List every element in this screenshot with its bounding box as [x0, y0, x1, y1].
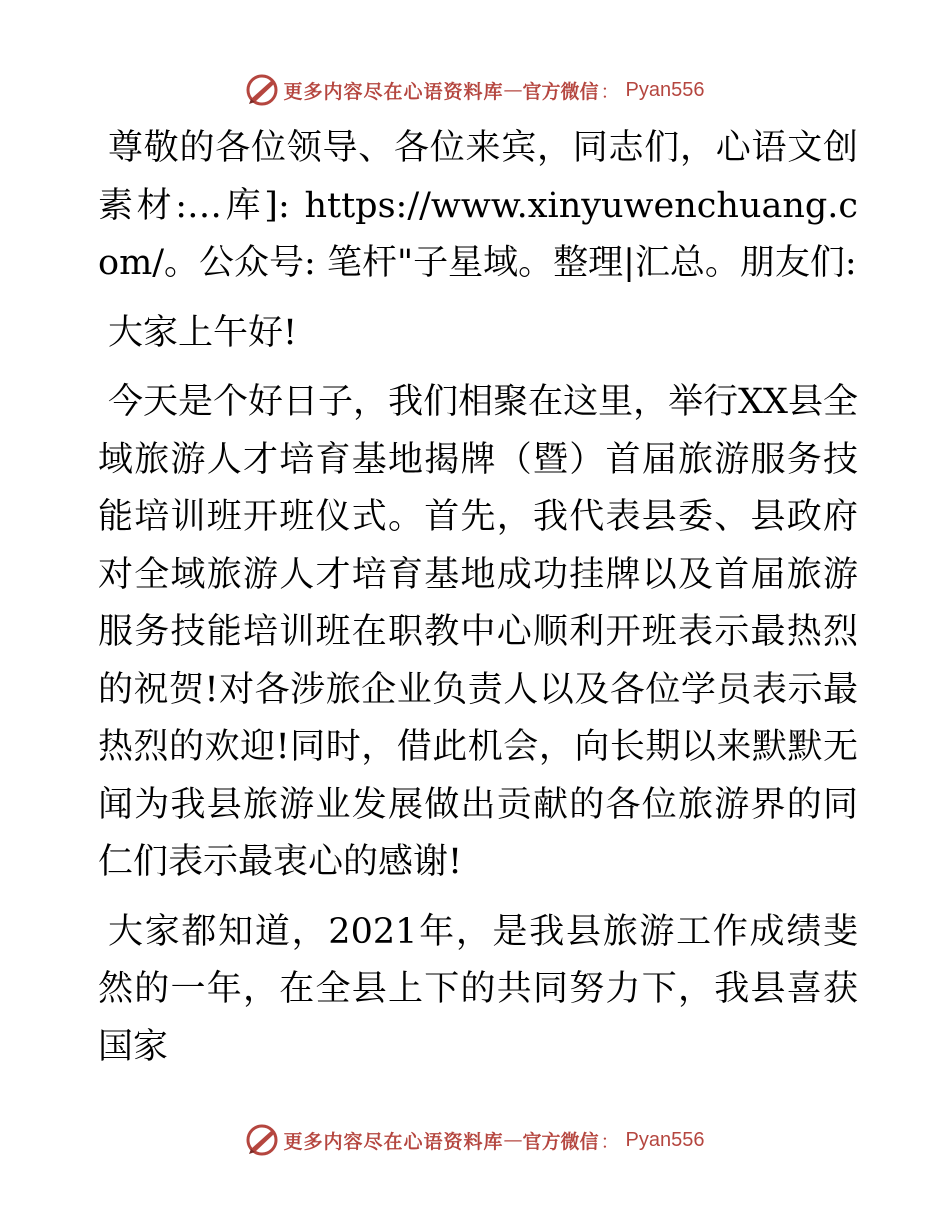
- watermark-text: 更多内容尽在心语资料库: [283, 80, 504, 103]
- watermark-separator: —: [503, 79, 523, 101]
- watermark-text: 更多内容尽在心语资料库: [283, 1130, 504, 1153]
- watermark-wechat-label: 官方微信: [522, 80, 599, 103]
- pen-logo-icon: [245, 73, 279, 107]
- paragraph-achievements: 大家都知道，2021年，是我县旅游工作成绩斐然的一年，在全县上下的共同努力下，我县喜获国家: [98, 911, 858, 1067]
- document-body: [98, 120, 858, 1088]
- watermark-wechat-id: Pyan556: [625, 1128, 705, 1151]
- watermark-colon: ：: [600, 1130, 620, 1153]
- paragraph-opening: 今天是个好日子，我们相聚在这里，举行XX县全域旅游人才培育基地揭牌（暨）首届旅游服务技能培训班开班仪式。首先，我代表县委、县政府对全域旅游人才培育基地成功挂牌以及首届旅游服务技能培训班在职教中心顺利开班表示最热烈的祝贺!对各涉旅企业负责人以及各位学员表示最热烈的欢迎!同时，借此机会，向长期以来默默无闻为我县旅游业发展做出贡献的各位旅游界的同仁们表示最衷心的感谢!: [98, 382, 858, 882]
- watermark-wechat-label: 官方微信: [522, 1130, 599, 1153]
- watermark-wechat-id: Pyan556: [625, 78, 705, 101]
- paragraph-salutation: 尊敬的各位领导、各位来宾，同志们，心语文创素材:…库]: https://www.xinyuwenchuang.com/。公众号: 笔杆"子星域。整理|汇总。朋友们:: [98, 128, 858, 283]
- watermark-colon: ：: [600, 80, 620, 103]
- pen-logo-icon: [245, 1123, 279, 1157]
- watermark-banner-bottom: [0, 1120, 950, 1160]
- watermark-banner-top: [0, 70, 950, 110]
- watermark-separator: —: [503, 1129, 523, 1151]
- paragraph-greeting: 大家上午好!: [108, 312, 298, 353]
